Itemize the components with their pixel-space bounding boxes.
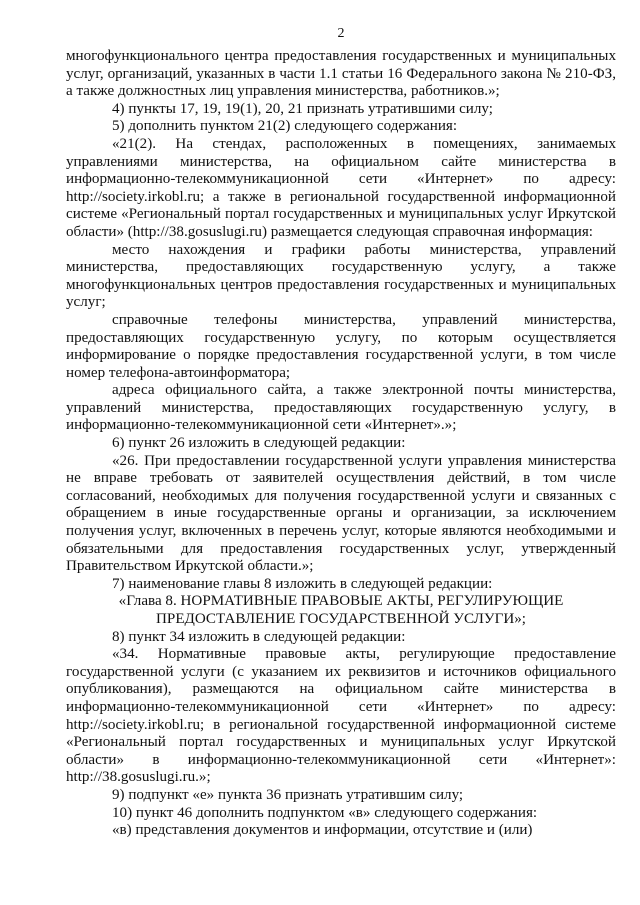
list-item-8: 8) пункт 34 изложить в следующей редакции: [112, 628, 406, 645]
paragraph-continuation: многофункционального центра предоставления государственных и муниципальных услуг, организаций, указанных в части 1.1 статьи 16 Федерального закона № 210-ФЗ, а также должностных лиц управления министерства, работников.»; [66, 48, 616, 100]
paragraph-21-2: «21(2). На стендах, расположенных в помещениях, занимаемых управлениями министерства, на официальном сайте министерства в информационно-телекоммуникационной сети «Интернет» по адресу: http://society.irkobl.ru; а также в региональной государственной информационной системе «Региональный портал государственных и муниципальных услуг Иркутской области» (http://38.gosuslugi.ru) размещается следующая справочная информация: [66, 135, 616, 240]
list-item-6: 6) пункт 26 изложить в следующей редакции: [112, 435, 406, 452]
list-item-5: 5) дополнить пунктом 21(2) следующего содержания: [112, 118, 458, 135]
paragraph-phones: справочные телефоны министерства, управлений министерства, предоставляющих государственную услугу, по которым осуществляется информирование о порядке предоставления государственной услуги, в том числе номер телефона-автоинформатора; [66, 311, 616, 381]
paragraph-26: «26. При предоставлении государственной услуги управления министерства не вправе требовать от заявителей осуществления действий, в том числе согласований, необходимых для получения государственной услуги и связанных с обращением в иные государственные органы и организации, за исключением получения услуг, включенных в перечень услуг, которые являются необходимыми и обязательными для предоставления государственных услуг, утвержденный Правительством Иркутской области.»; [66, 452, 616, 575]
paragraph-46-v: «в) представления документов и информации, отсутствие и (или) [112, 822, 533, 839]
chapter-heading-line-2: ПРЕДОСТАВЛЕНИЕ ГОСУДАРСТВЕННОЙ УСЛУГИ»; [156, 611, 526, 627]
paragraph-addresses: адреса официального сайта, а также электронной почты министерства, управлений министерства, предоставляющих государственную услугу, в информационно-телекоммуникационной сети «Интернет».»; [66, 382, 616, 434]
chapter-heading [66, 593, 616, 628]
page-number: 2 [337, 26, 345, 41]
chapter-heading-line-1: «Глава 8. НОРМАТИВНЫЕ ПРАВОВЫЕ АКТЫ, РЕГУЛИРУЮЩИЕ [118, 593, 564, 610]
list-item-7: 7) наименование главы 8 изложить в следующей редакции: [112, 575, 493, 592]
paragraph-34: «34. Нормативные правовые акты, регулирующие предоставление государственной услуги (с указанием их реквизитов и источников официального опубликования), размещаются на официальном сайте министерства в информационно-телекоммуникационной сети «Интернет» по адресу: http://society.irkobl.ru; в региональной государственной информационной системе «Региональный портал государственных и муниципальных услуг Иркутской области» в информационно-телекоммуникационной сети «Интернет»: http://38.gosuslugi.ru.»; [66, 646, 616, 786]
list-item-4: 4) пункты 17, 19, 19(1), 20, 21 признать утратившими силу; [112, 100, 493, 117]
list-item-9: 9) подпункт «е» пункта 36 признать утратившим силу; [112, 786, 464, 803]
paragraph-location-schedule: место нахождения и графики работы министерства, управлений министерства, предоставляющих государственную услугу, а также многофункциональных центров предоставления государственных и муниципальных услуг; [66, 241, 616, 311]
list-item-10: 10) пункт 46 дополнить подпунктом «в» следующего содержания: [112, 804, 538, 821]
